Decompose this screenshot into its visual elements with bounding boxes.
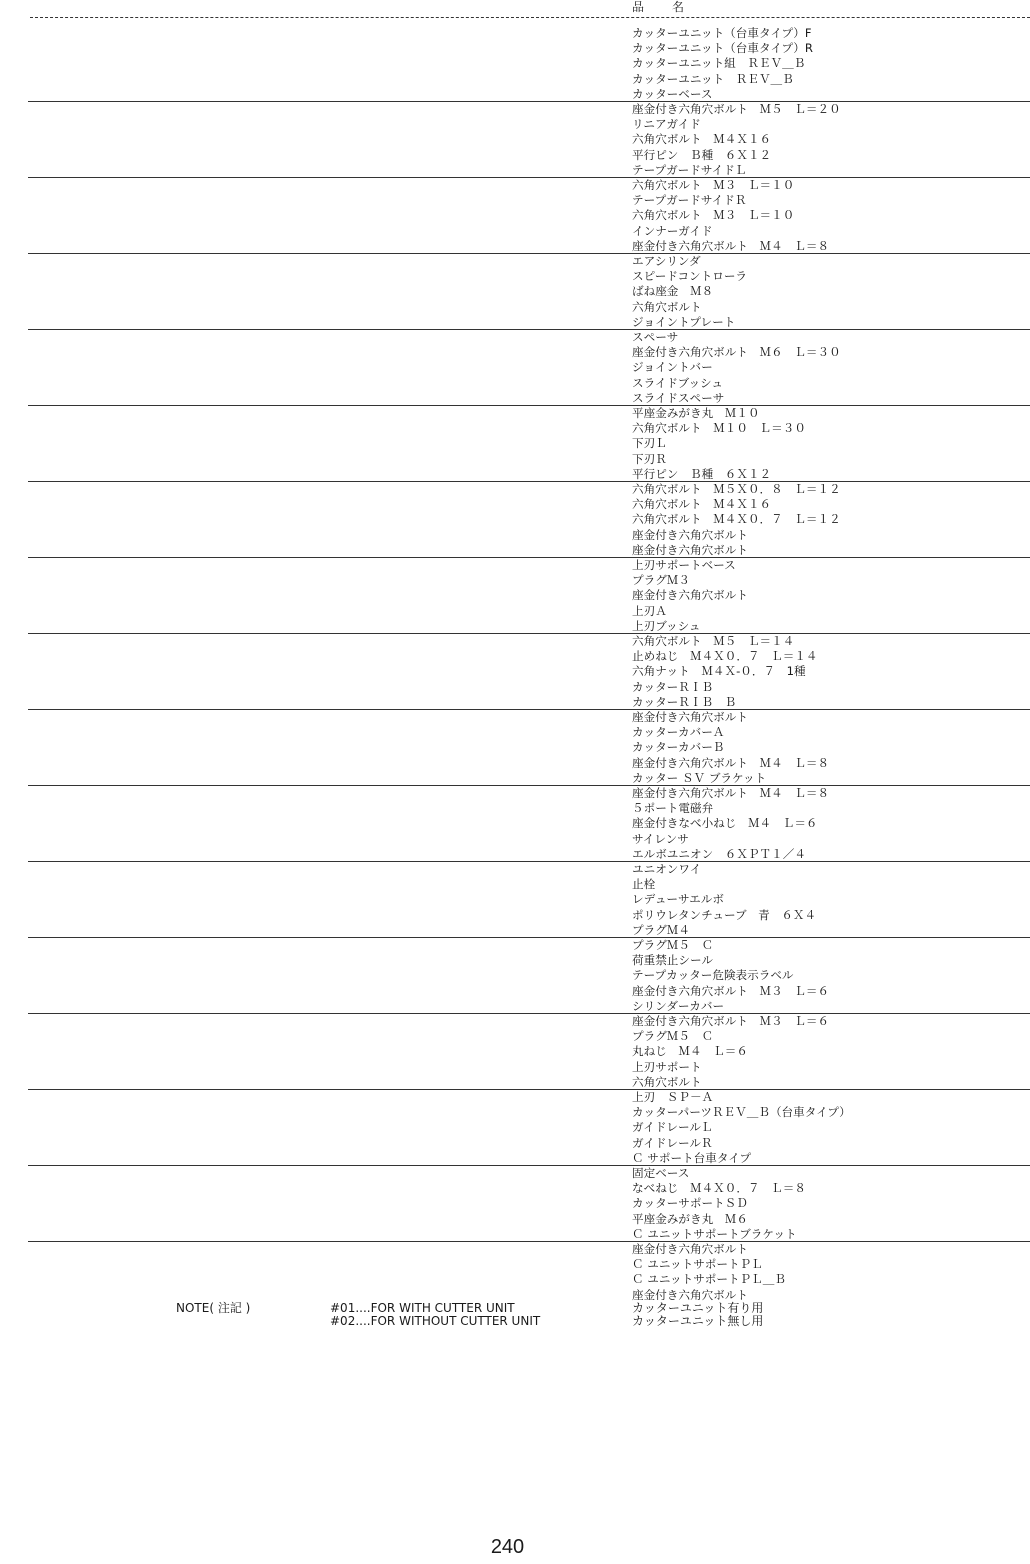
parts-group (0, 862, 1030, 938)
part-name: テープガードサイドＲ (632, 193, 747, 208)
part-name: カッターカバーＡ (632, 725, 725, 740)
note-japanese-line: カッターユニット有り用 (632, 1301, 764, 1315)
part-name: 六角穴ボルト Ｍ４Ｘ０．７ Ｌ＝１２ (632, 512, 841, 527)
part-names (632, 558, 1030, 634)
note-english (330, 1302, 540, 1328)
part-names (632, 1090, 1030, 1166)
part-name: 座金付き六角穴ボルト Ｍ４ Ｌ＝８ (632, 238, 830, 253)
parts-group (0, 102, 1030, 178)
part-name: 止めねじ Ｍ４Ｘ０．７ Ｌ＝１４ (632, 649, 818, 664)
part-name: 座金付きなべ小ねじ Ｍ４ Ｌ＝６ (632, 816, 818, 831)
part-name: カッターユニット（台車タイプ）F (632, 26, 812, 40)
parts-group (0, 938, 1030, 1014)
part-name: 座金付き六角穴ボルト Ｍ３ Ｌ＝６ (632, 1014, 830, 1028)
part-names (632, 1242, 1030, 1303)
part-name: レデューサエルボ (632, 892, 724, 907)
part-name: Ｃ ユニットサポートブラケット (632, 1226, 797, 1241)
part-name: 座金付き六角穴ボルト Ｍ４ Ｌ＝８ (632, 755, 830, 770)
part-name: ユニオンワイ (632, 862, 702, 876)
part-name: 荷重禁止シール (632, 953, 713, 968)
parts-group (0, 406, 1030, 482)
part-name: スライドブッシュ (632, 375, 724, 390)
part-name: カッターユニット ＲＥＶ＿Ｂ (632, 71, 794, 86)
part-name: 六角穴ボルト Ｍ４Ｘ１６ (632, 497, 772, 512)
parts-group (0, 254, 1030, 330)
part-names (632, 26, 1030, 102)
part-name: ガイドレールＬ (632, 1120, 713, 1135)
part-name: Ｃ サポート台車タイプ (632, 1150, 752, 1165)
part-names (632, 102, 1030, 178)
part-name: 六角穴ボルト (632, 299, 702, 314)
part-name: 座金付き六角穴ボルト (632, 710, 748, 724)
part-name: テープカッター危険表示ラベル (632, 968, 794, 983)
part-name: カッターベース (632, 86, 713, 101)
parts-group (0, 26, 1030, 102)
part-names (632, 406, 1030, 482)
part-name: 六角穴ボルト Ｍ３ Ｌ＝１０ (632, 178, 795, 192)
part-name: 平座金みがき丸 Ｍ６ (632, 1211, 748, 1226)
part-name: プラグＭ３ (632, 573, 690, 588)
part-name: 丸ねじ Ｍ４ Ｌ＝６ (632, 1044, 748, 1059)
part-name: 上刃サポート (632, 1059, 702, 1074)
note-label: NOTE( 注記 ) (176, 1301, 251, 1315)
part-name: スペーサ (632, 330, 679, 344)
part-name: カッターサポートＳＤ (632, 1196, 748, 1211)
header-dashed-rule (30, 17, 1030, 18)
part-name: 平行ピン Ｂ種 ６Ｘ１２ (632, 147, 772, 162)
part-names (632, 1014, 1030, 1090)
part-name: 六角穴ボルト Ｍ１０ Ｌ＝３０ (632, 421, 806, 436)
part-name: 六角穴ボルト Ｍ３ Ｌ＝１０ (632, 208, 795, 223)
part-name: カッターＲＩＢ Ｂ (632, 694, 737, 709)
part-name: 座金付き六角穴ボルト (632, 588, 748, 603)
part-name: スピードコントローラ (632, 269, 748, 284)
part-name: 六角穴ボルト (632, 1074, 702, 1089)
parts-list (0, 26, 1030, 1318)
part-name: カッターカバーＢ (632, 740, 725, 755)
part-name: 座金付き六角穴ボルト Ｍ３ Ｌ＝６ (632, 983, 830, 998)
part-name: 平行ピン Ｂ種 ６Ｘ１２ (632, 466, 772, 481)
part-name: 六角ナット Ｍ４Ｘ-０．７ 1種 (632, 664, 806, 679)
part-name: Ｃ ユニットサポートＰＬ (632, 1257, 763, 1272)
note-english-line: #01....FOR WITH CUTTER UNIT (330, 1301, 515, 1315)
table-header (0, 0, 1030, 18)
part-names (632, 482, 1030, 558)
parts-group (0, 178, 1030, 254)
part-name: 下刃Ｌ (632, 436, 667, 451)
note-english-line: #02....FOR WITHOUT CUTTER UNIT (330, 1314, 541, 1328)
part-name: 止栓 (632, 877, 656, 892)
parts-group (0, 558, 1030, 634)
parts-group (0, 710, 1030, 786)
part-name: ジョイントバー (632, 360, 713, 375)
parts-group (0, 1014, 1030, 1090)
part-name: 座金付き六角穴ボルト Ｍ４ Ｌ＝８ (632, 786, 830, 800)
part-names (632, 1166, 1030, 1242)
part-name: インナーガイド (632, 223, 713, 238)
part-name: ジョイントプレート (632, 314, 736, 329)
part-name: 上刃Ａ (632, 603, 667, 618)
part-name: シリンダーカバー (632, 998, 725, 1013)
part-name: テープガードサイドＬ (632, 162, 747, 177)
part-name: 座金付き六角穴ボルト (632, 542, 748, 557)
part-name: 座金付き六角穴ボルト (632, 1242, 748, 1256)
part-names (632, 938, 1030, 1014)
part-name: 固定ベース (632, 1166, 690, 1180)
part-name: 六角穴ボルト Ｍ５Ｘ０．８ Ｌ＝１２ (632, 482, 841, 496)
part-name: 座金付き六角穴ボルト (632, 1287, 748, 1302)
part-name: Ｃ ユニットサポートＰＬ＿Ｂ (632, 1272, 786, 1287)
part-names (632, 710, 1030, 786)
part-name: 上刃サポートベース (632, 558, 736, 572)
part-name: スライドスペーサ (632, 390, 725, 405)
part-name: 上刃ブッシュ (632, 618, 701, 633)
part-names (632, 862, 1030, 938)
part-name: 座金付き六角穴ボルト Ｍ６ Ｌ＝３０ (632, 345, 841, 360)
parts-group (0, 1166, 1030, 1242)
part-name: カッター ＳＶ ブラケット (632, 770, 767, 785)
note-japanese (632, 1302, 763, 1328)
part-name: プラグＭ５ Ｃ (632, 938, 714, 952)
part-name: リニアガイド (632, 117, 701, 132)
part-name: ガイドレールＲ (632, 1135, 713, 1150)
part-name: エアシリンダ (632, 254, 701, 268)
parts-group (0, 1090, 1030, 1166)
part-name: ５ポート電磁弁 (632, 801, 714, 816)
note-japanese-line: カッターユニット無し用 (632, 1314, 764, 1328)
part-name: 平座金みがき丸 Ｍ１０ (632, 406, 760, 420)
part-name: エルボユニオン ６ＸＰＴ１／４ (632, 846, 806, 861)
part-name: 下刃Ｒ (632, 451, 667, 466)
part-names (632, 178, 1030, 254)
parts-group (0, 330, 1030, 406)
part-name: カッターユニット（台車タイプ）R (632, 41, 813, 56)
part-name: カッターユニット組 ＲＥＶ＿Ｂ (632, 56, 806, 71)
part-name: サイレンサ (632, 831, 689, 846)
part-name: プラグＭ５ Ｃ (632, 1029, 714, 1044)
parts-group (0, 482, 1030, 558)
part-name: カッターパーツＲＥＶ＿Ｂ（台車タイプ） (632, 1105, 851, 1120)
part-name: なべねじ Ｍ４Ｘ０．７ Ｌ＝８ (632, 1181, 806, 1196)
part-name: 六角穴ボルト Ｍ４Ｘ１６ (632, 132, 772, 147)
part-name: 上刃 ＳＰ－Ａ (632, 1090, 714, 1104)
part-names (632, 634, 1030, 710)
part-name: 座金付き六角穴ボルト Ｍ５ Ｌ＝２０ (632, 102, 841, 116)
part-names (632, 330, 1030, 406)
parts-group (0, 634, 1030, 710)
part-name-column-label: 品 名 (632, 0, 693, 14)
part-name: 六角穴ボルト Ｍ５ Ｌ＝１４ (632, 634, 795, 648)
part-name: ばね座金 Ｍ８ (632, 284, 714, 299)
parts-group (0, 786, 1030, 862)
part-names (632, 254, 1030, 330)
part-names (632, 786, 1030, 862)
part-name: プラグＭ４ (632, 922, 690, 937)
part-name: 座金付き六角穴ボルト (632, 527, 748, 542)
part-name: カッターＲＩＢ (632, 679, 714, 694)
part-name: ポリウレタンチューブ 青 ６Ｘ４ (632, 907, 817, 922)
page-number: 240 (490, 1536, 525, 1558)
